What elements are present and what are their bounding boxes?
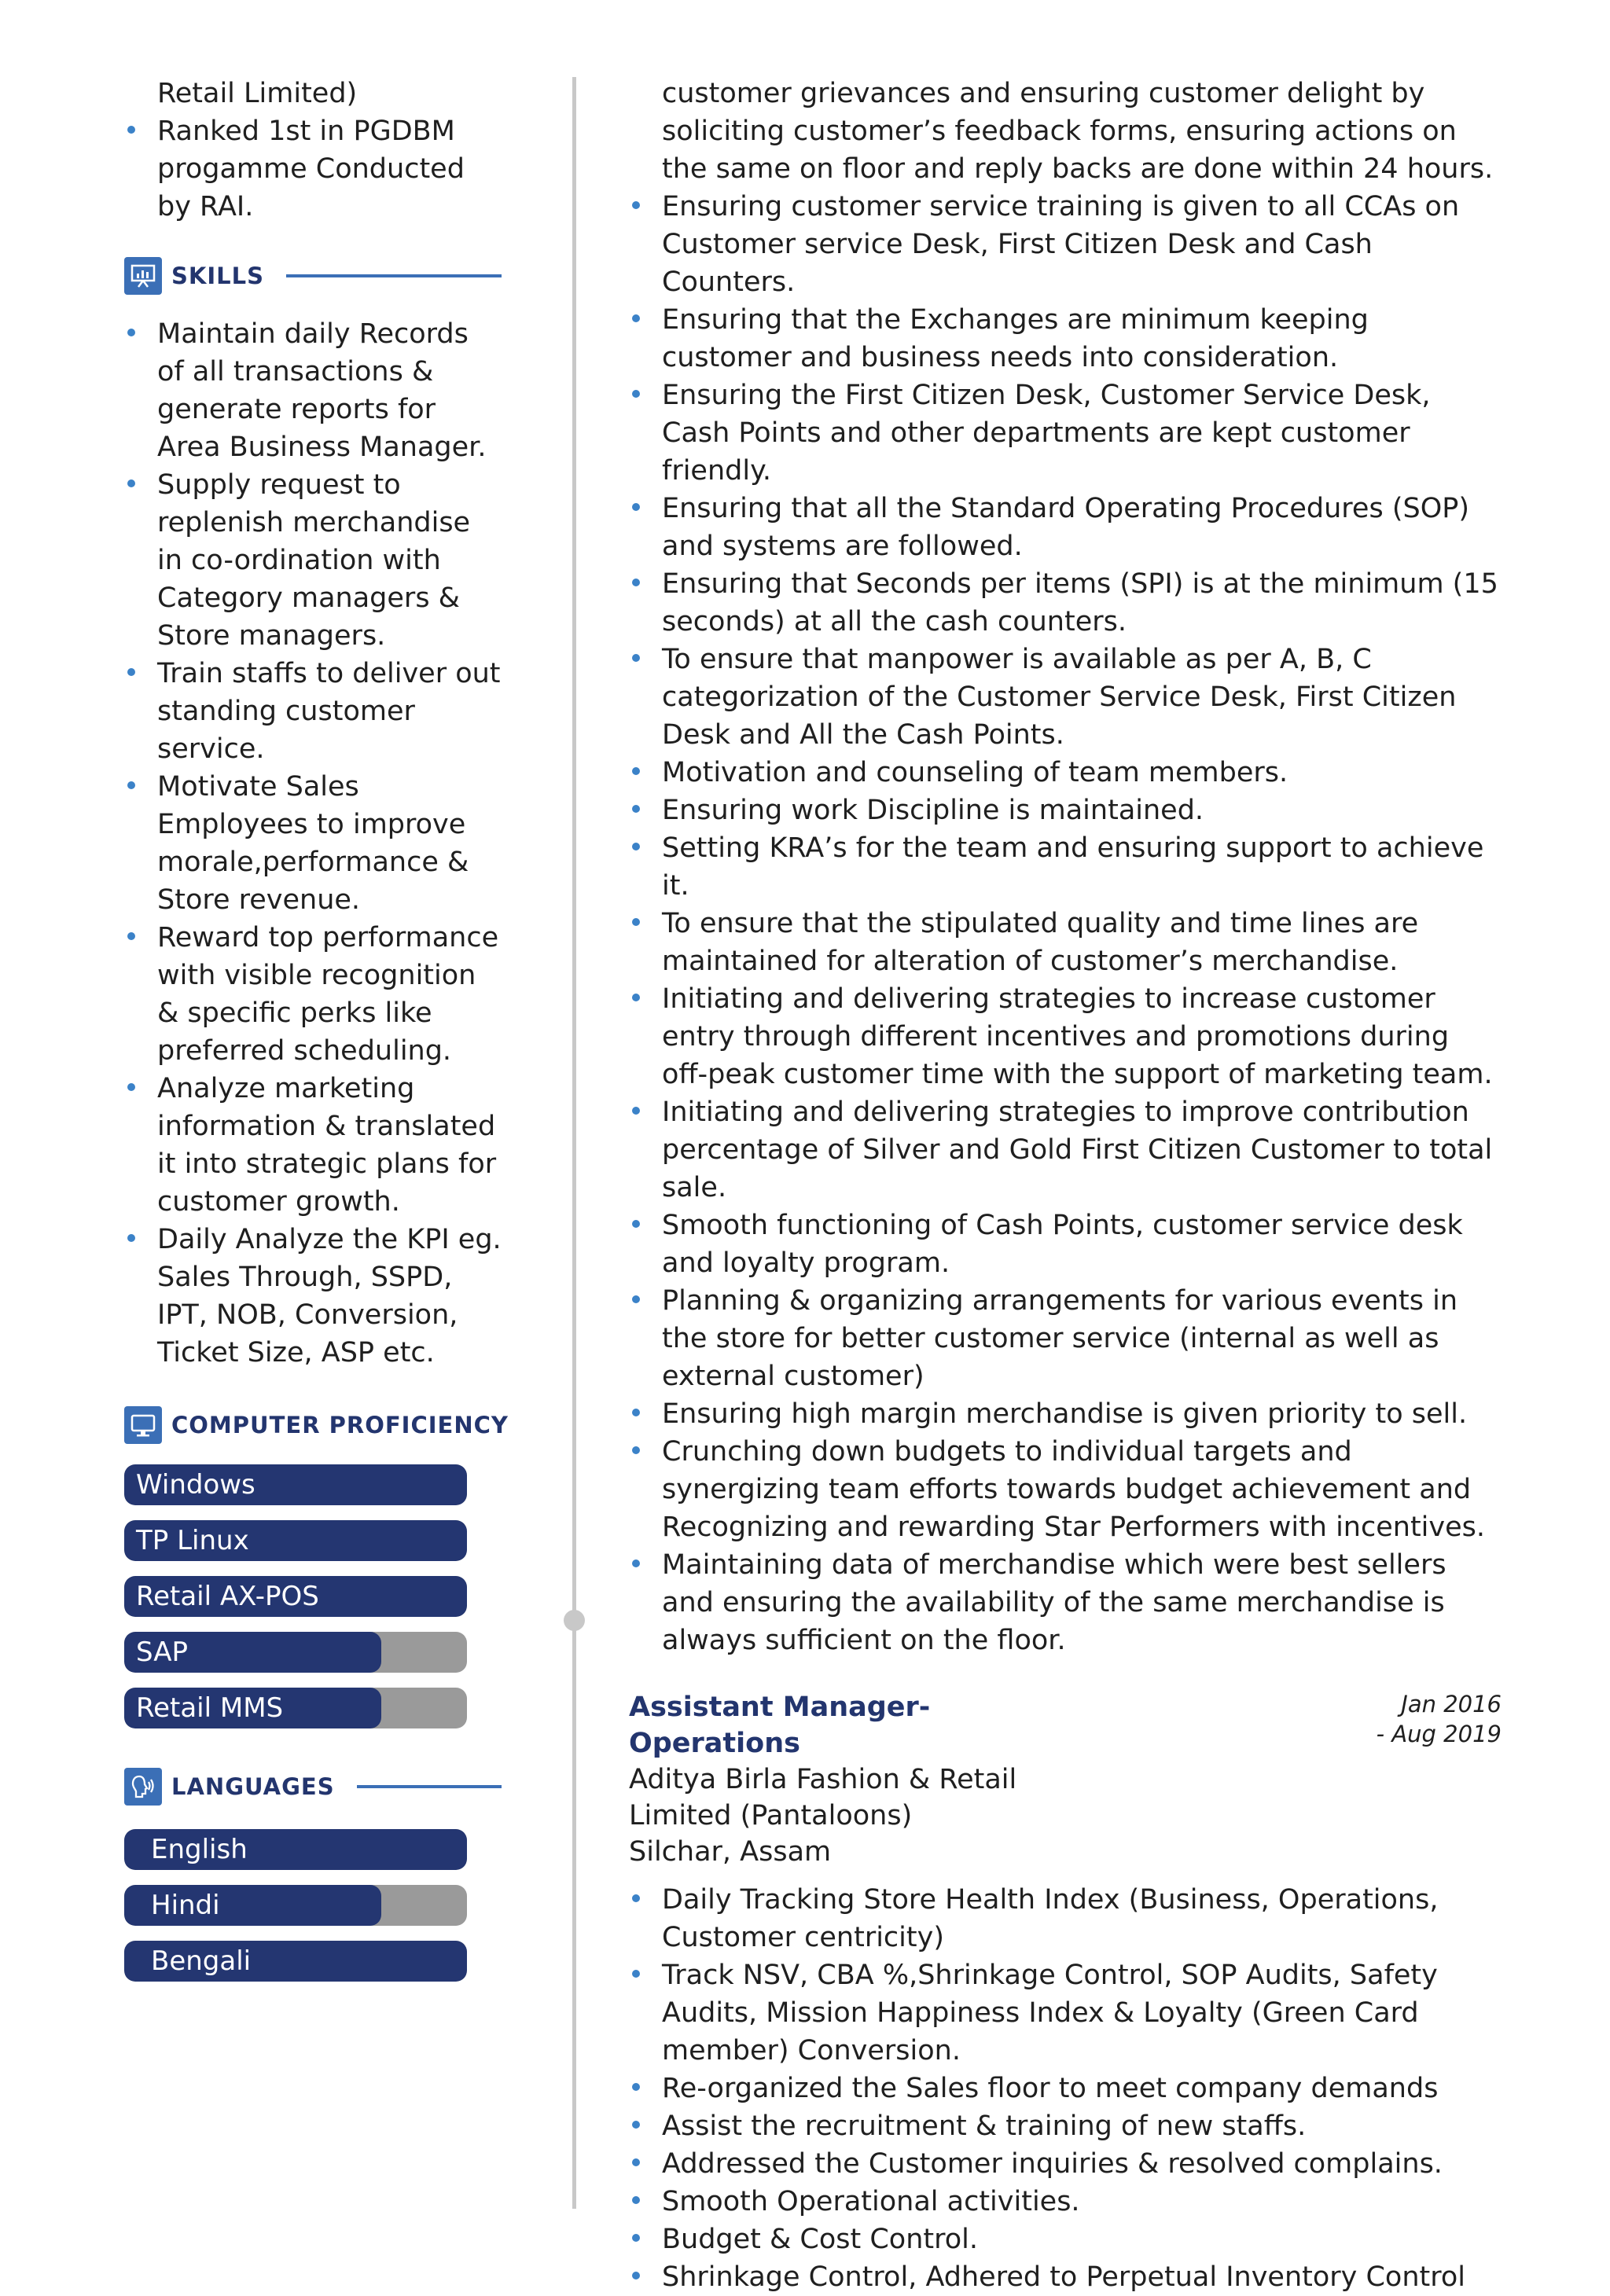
list-item: Planning & organizing arrangements for various events in the store for better customer service (internal as well as external customer) [629, 1282, 1502, 1395]
skill-bar-label: Windows [136, 1469, 255, 1501]
list-item: Shrinkage Control, Adhered to Perpetual Inventory Control [629, 2258, 1502, 2296]
language-bar-english [124, 1829, 467, 1870]
job-title: Assistant Manager-Operations [629, 1692, 931, 1759]
skill-bar-windows [124, 1464, 467, 1505]
list-item: Supply request to replenish merchandise in co-ordination with Category managers & Store managers. [124, 466, 502, 655]
timeline-dot [564, 1610, 585, 1631]
list-item: Maintaining data of merchandise which were best sellers and ensuring the availability of the same merchandise is always sufficient on the floor. [629, 1546, 1502, 1659]
computer-skill-bars [124, 1464, 502, 1728]
language-bars [124, 1829, 502, 1982]
list-item: Ensuring that all the Standard Operating Procedures (SOP) and systems are followed. [629, 490, 1502, 565]
skill-bar-retail-mms [124, 1688, 467, 1728]
right-column [629, 75, 1502, 2296]
list-item: Assist the recruitment & training of new staffs. [629, 2107, 1502, 2145]
section-divider [286, 274, 502, 277]
list-item: Initiating and delivering strategies to increase customer entry through different incentives and promotions during off-peak customer time with the support of marketing team. [629, 980, 1502, 1093]
job-date-end: - Aug 2019 [1376, 1721, 1502, 1747]
awards-list [124, 112, 502, 226]
job-duties-list [629, 1881, 1502, 2296]
left-column [124, 75, 509, 1997]
list-item: Budget & Cost Control. [629, 2221, 1502, 2258]
job-date-start: Jan 2016 [1401, 1691, 1502, 1717]
language-bar-label: English [151, 1834, 248, 1865]
list-item: Motivate Sales Employees to improve morale,performance & Store revenue. [124, 768, 502, 919]
skill-bar-label: SAP [136, 1637, 188, 1668]
list-item: Ensuring work Discipline is maintained. [629, 792, 1502, 829]
award-continuation: Retail Limited) [157, 78, 358, 109]
duty-continuation: customer grievances and ensuring customer delight by soliciting customer’s feedback forms, ensuring actions on the same on floor and reply backs are done within 24 hours. [662, 78, 1494, 185]
list-item: Motivation and counseling of team members. [629, 754, 1502, 792]
speech-icon [124, 1768, 162, 1806]
skill-bar-retail-ax-pos [124, 1576, 467, 1617]
list-item: Reward top performance with visible recognition & specific perks like preferred scheduling. [124, 919, 502, 1070]
list-item: Ranked 1st in PGDBM progamme Conducted by RAI. [124, 112, 502, 226]
section-title: LANGUAGES [171, 1773, 335, 1800]
list-item: To ensure that manpower is available as per A, B, C categorization of the Customer Service Desk, First Citizen Desk and All the Cash Points. [629, 641, 1502, 754]
list-item: Maintain daily Records of all transactions & generate reports for Area Business Manager. [124, 315, 502, 466]
list-item: Ensuring customer service training is given to all CCAs on Customer service Desk, First Citizen Desk and Cash Counters. [629, 188, 1502, 301]
list-item: Addressed the Customer inquiries & resolved complains. [629, 2145, 1502, 2183]
presentation-board-icon [124, 257, 162, 295]
list-item: Daily Tracking Store Health Index (Business, Operations, Customer centricity) [629, 1881, 1502, 1956]
section-title: COMPUTER PROFICIENCY [171, 1412, 509, 1438]
skill-bar-label: Retail AX-POS [136, 1581, 319, 1612]
job-company: Aditya Birla Fashion & Retail Limited (Pantaloons) [629, 1764, 1017, 1831]
skill-bar-sap [124, 1632, 467, 1673]
section-divider [357, 1785, 502, 1788]
skill-bar-label: Retail MMS [136, 1692, 284, 1724]
job-location: Silchar, Assam [629, 1836, 832, 1868]
list-item: Analyze marketing information & translated it into strategic plans for customer growth. [124, 1070, 502, 1221]
list-item: Ensuring that Seconds per items (SPI) is at the minimum (15 seconds) at all the cash counters. [629, 565, 1502, 641]
list-item: Ensuring the First Citizen Desk, Customer Service Desk, Cash Points and other departments are kept customer friendly. [629, 377, 1502, 490]
computer-header [124, 1406, 509, 1444]
skill-bar-label: TP Linux [136, 1525, 249, 1556]
section-title: SKILLS [171, 263, 264, 289]
job-entry-header [629, 1689, 1502, 1870]
duties-list [629, 188, 1502, 1659]
list-item: Re-organized the Sales floor to meet company demands [629, 2070, 1502, 2107]
list-item: Crunching down budgets to individual targets and synergizing team efforts towards budget achievement and Recognizing and rewarding Star Performers with incentives. [629, 1433, 1502, 1546]
skill-bar-tp-linux [124, 1520, 467, 1561]
skills-list [124, 315, 502, 1372]
list-item: Ensuring high margin merchandise is given priority to sell. [629, 1395, 1502, 1433]
language-bar-label: Hindi [151, 1890, 220, 1921]
languages-header [124, 1768, 502, 1806]
monitor-icon [124, 1406, 162, 1444]
list-item: Smooth functioning of Cash Points, customer service desk and loyalty program. [629, 1207, 1502, 1282]
timeline-line [572, 77, 576, 2209]
list-item: To ensure that the stipulated quality and time lines are maintained for alteration of customer’s merchandise. [629, 905, 1502, 980]
list-item: Daily Analyze the KPI eg. Sales Through, SSPD, IPT, NOB, Conversion, Ticket Size, ASP etc. [124, 1221, 502, 1372]
list-item: Ensuring that the Exchanges are minimum keeping customer and business needs into consideration. [629, 301, 1502, 377]
language-bar-label: Bengali [151, 1945, 252, 1977]
skills-header [124, 257, 502, 295]
language-bar-bengali [124, 1941, 467, 1982]
language-bar-hindi [124, 1885, 467, 1926]
list-item: Train staffs to deliver out standing customer service. [124, 655, 502, 768]
list-item: Initiating and delivering strategies to improve contribution percentage of Silver and Gold First Citizen Customer to total sale. [629, 1093, 1502, 1207]
list-item: Track NSV, CBA %,Shrinkage Control, SOP Audits, Safety Audits, Mission Happiness Index & Loyalty (Green Card member) Conversion. [629, 1956, 1502, 2070]
list-item: Smooth Operational activities. [629, 2183, 1502, 2221]
job-date [1377, 1689, 1502, 1749]
list-item: Setting KRA’s for the team and ensuring support to achieve it. [629, 829, 1502, 905]
